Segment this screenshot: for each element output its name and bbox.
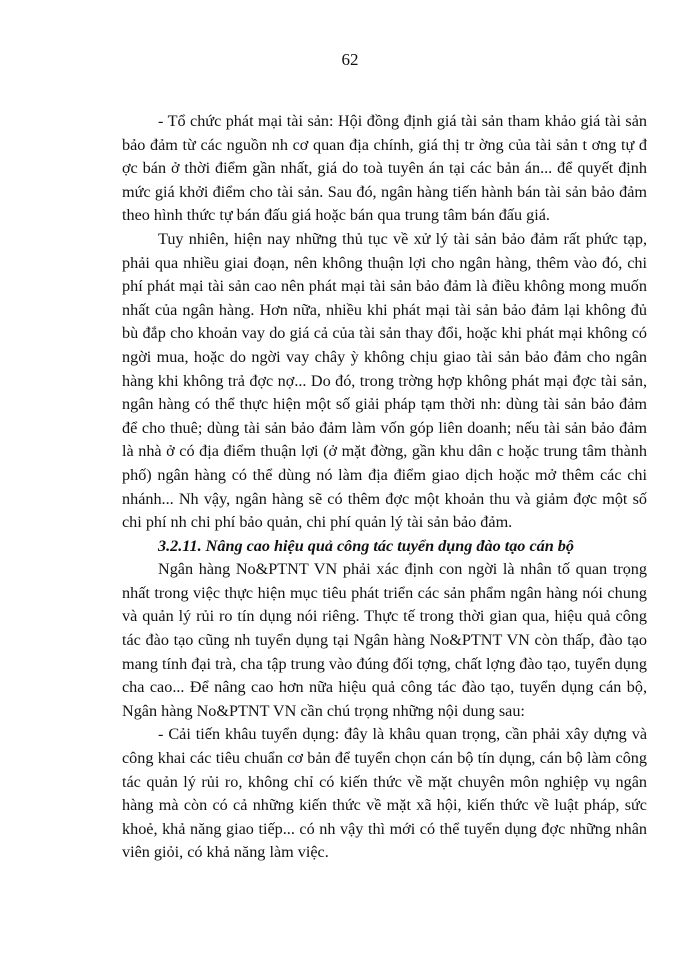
paragraph: Ngân hàng No&PTNT VN phải xác định con ngời là nhân tố quan trọng nhất trong việc thực hiện mục tiêu phát triển các sản phẩm ngân hàng nói chung và quản lý rủi ro tín dụng nói riêng. Thực tế trong thời gian qua, hiệu quả công tác đào tạo cũng nh tuyển dụng tại Ngân hàng No&PTNT VN còn thấp, đào tạo mang tính đại trà, cha tập trung vào đúng đối tợng, chất lợng đào tạo, tuyển dụng cha cao... Để nâng cao hơn nữa hiệu quả công tác đào tạo, tuyển dụng cán bộ, Ngân hàng No&PTNT VN cần chú trọng những nội dung sau:: [122, 560, 647, 720]
paragraph: - Tổ chức phát mại tài sản: Hội đồng định giá tài sản tham khảo giá tài sản bảo đảm từ các nguồn nh cơ quan địa chính, giá thị tr ờng của tài sản t ơng tự đ ợc bán ở thời điểm gần nhất, giá do toà tuyên án tại các bản án... để quyết định mức giá khởi điểm cho tài sản. Sau đó, ngân hàng tiến hành bán tài sản bảo đảm theo hình thức tự bán đấu giá hoặc bán qua trung tâm bán đấu giá.: [122, 112, 647, 225]
paragraph: Tuy nhiên, hiện nay những thủ tục về xử lý tài sản bảo đảm rất phức tạp, phải qua nhiều giai đoạn, nên không thuận lợi cho ngân hàng, thêm vào đó, chi phí phát mại tài sản cao nên phát mại tài sản bảo đảm là điều không mong muốn nhất của ngân hàng. Hơn nữa, nhiều khi phát mại tài sản bảo đảm lại không đủ bù đắp cho khoản vay do giá cả của tài sản thay đổi, hoặc khi phát mại không có ngời mua, hoặc do ngời vay chây ỳ không chịu giao tài sản bảo đảm cho ngân hàng khi không trả đợc nợ... Do đó, trong trờng hợp không phát mại đợc tài sản, ngân hàng có thể thực hiện một số giải pháp tạm thời nh: dùng tài sản bảo đảm để cho thuê; dùng tài sản bảo đảm làm vốn góp liên doanh; nếu tài sản bảo đảm là nhà ở có địa điểm thuận lợi (ở mặt đờng, gần khu dân c hoặc trung tâm thành phố) ngân hàng có thể dùng nó làm địa điểm giao dịch hoặc mở thêm các chi nhánh... Nh vậy, ngân hàng sẽ có thêm đợc một khoản thu và giảm đợc một số chi phí nh chi phí bảo quản, chi phí quản lý tài sản bảo đảm.: [122, 229, 647, 532]
page-number: 62: [341, 50, 359, 69]
paragraph: - Cải tiến khâu tuyển dụng: đây là khâu quan trọng, cần phải xây dựng và công khai các tiêu chuẩn cơ bản để tuyển chọn cán bộ tín dụng, cán bộ làm công tác quản lý rủi ro, không chỉ có kiến thức về mặt chuyên môn nghiệp vụ ngân hàng mà còn có cả những kiến thức về mặt xã hội, kiến thức về luật pháp, sức khoẻ, khả năng giao tiếp... có nh vậy thì mới có thể tuyển dụng đợc những nhân viên giỏi, có khả năng làm việc.: [122, 725, 647, 862]
section-heading: 3.2.11. Nâng cao hiệu quả công tác tuyển dụng đào tạo cán bộ: [158, 536, 574, 555]
body-text: [122, 110, 647, 865]
